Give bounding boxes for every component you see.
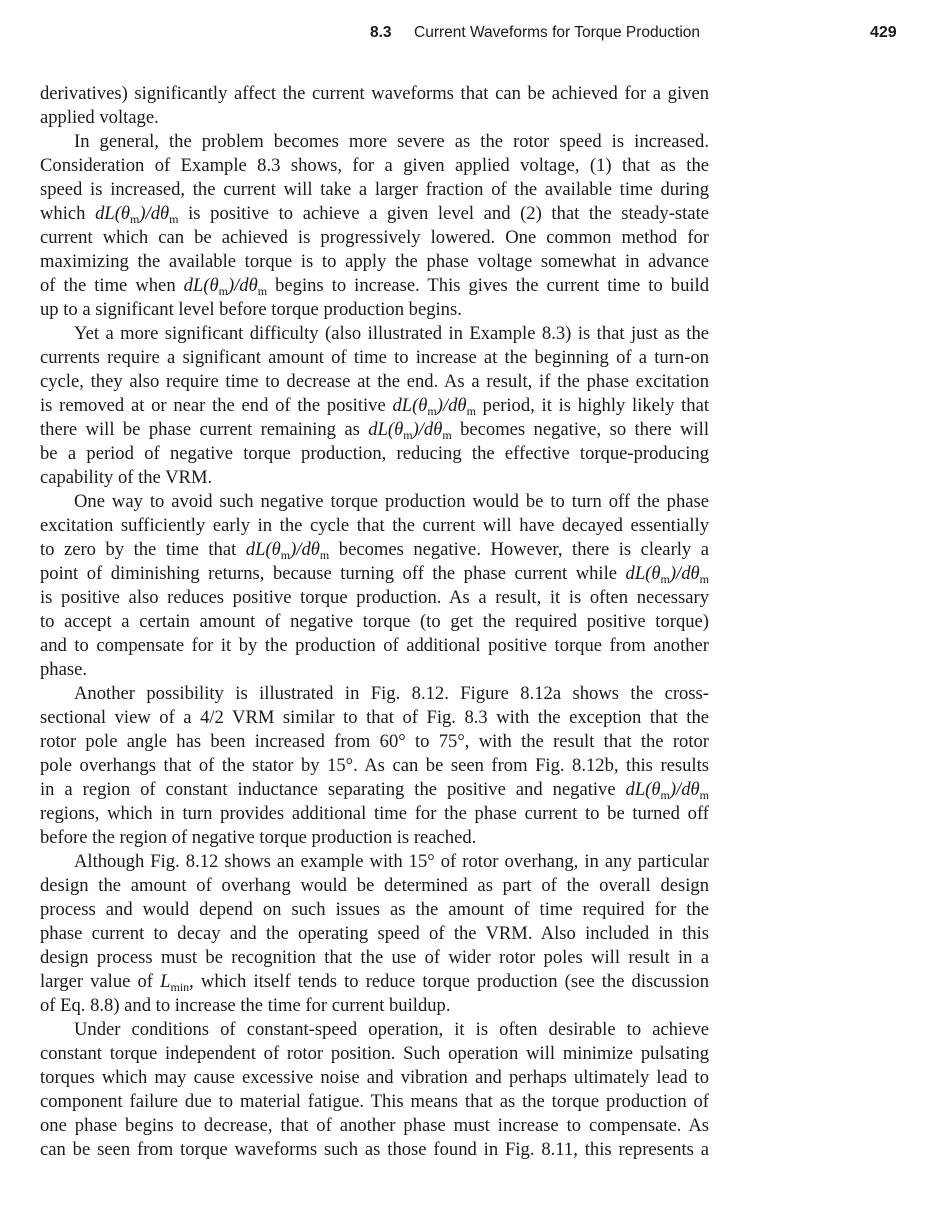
text-line: regions, which in turn provides additional time for the phase current to be turned off bbox=[40, 803, 709, 824]
text-line: to accept a certain amount of negative torque (to get the required positive torque) bbox=[40, 611, 709, 632]
inductance-derivative-math: $dL(\theta_m)/d\theta_m$ bbox=[245, 539, 330, 562]
inductance-derivative-math: $dL(\theta_m)/d\theta_m$ bbox=[95, 203, 179, 226]
text-line: excitation sufficiently early in the cycle that the current will have decayed essentially bbox=[40, 515, 709, 536]
text-line: of Eq. 8.8) and to increase the time for current buildup. bbox=[40, 995, 451, 1016]
text-line: is removed at or near the end of the positive $dL(\theta_m)/d\theta_m$ period, it is highly likely that bbox=[40, 395, 709, 418]
text-line: Another possibility is illustrated in Fig. 8.12. Figure 8.12a shows the cross- bbox=[74, 683, 709, 704]
text-line: currents require a significant amount of time to increase at the beginning of a turn-on bbox=[40, 347, 709, 368]
text-line: which $dL(\theta_m)/d\theta_m$ is positive to achieve a given level and (2) that the steady-state bbox=[40, 203, 709, 226]
text-line: In general, the problem becomes more severe as the rotor speed is increased. bbox=[74, 131, 709, 152]
text-line: rotor pole angle has been increased from 60° to 75°, with the result that the rotor bbox=[40, 731, 709, 752]
text-line: cycle, they also require time to decrease at the end. As a result, if the phase excitation bbox=[40, 371, 709, 392]
lmin-math: $L_{min}$ bbox=[160, 971, 190, 994]
text-line: process and would depend on such issues as the amount of time required for the bbox=[40, 899, 709, 920]
text-line: be a period of negative torque production, reducing the effective torque-producing bbox=[40, 443, 709, 464]
inductance-derivative-math: $dL(\theta_m)/d\theta_m$ bbox=[183, 275, 268, 298]
section-number: 8.3 bbox=[370, 24, 392, 41]
text-line: and to compensate for it by the production of additional positive torque from another bbox=[40, 635, 709, 656]
text-line: design process must be recognition that the use of wider rotor poles will result in a bbox=[40, 947, 709, 968]
inductance-derivative-math: $dL(\theta_m)/d\theta_m$ bbox=[625, 563, 709, 586]
text-line: one phase begins to decrease, that of another phase must increase to compensate. As bbox=[40, 1115, 709, 1136]
text-line: point of diminishing returns, because turning off the phase current while $dL(\theta_m)/d\theta_m$ bbox=[40, 563, 709, 586]
running-header bbox=[0, 24, 936, 48]
inductance-derivative-math: $dL(\theta_m)/d\theta_m$ bbox=[392, 395, 476, 418]
body-text bbox=[40, 82, 709, 1162]
text-line: current which can be achieved is progressively lowered. One common method for bbox=[40, 227, 709, 248]
text-line: can be seen from torque waveforms such as those found in Fig. 8.11, this represents a bbox=[40, 1139, 709, 1160]
section-title: Current Waveforms for Torque Production bbox=[414, 24, 701, 41]
text-line: design the amount of overhang would be determined as part of the overall design bbox=[40, 875, 709, 896]
text-line: larger value of $L_{min}$, which itself tends to reduce torque production (see the discussion bbox=[40, 971, 709, 994]
text-line: sectional view of a 4/2 VRM similar to that of Fig. 8.3 with the exception that the bbox=[40, 707, 709, 728]
text-line: before the region of negative torque production is reached. bbox=[40, 827, 477, 848]
text-line: speed is increased, the current will take a larger fraction of the available time during bbox=[40, 179, 709, 200]
text-line: pole overhangs that of the stator by 15°. As can be seen from Fig. 8.12b, this results bbox=[40, 755, 709, 776]
text-line: One way to avoid such negative torque production would be to turn off the phase bbox=[74, 491, 709, 512]
text-line: phase. bbox=[40, 659, 87, 680]
text-line: Consideration of Example 8.3 shows, for a given applied voltage, (1) that as the bbox=[40, 155, 709, 176]
text-line: phase current to decay and the operating speed of the VRM. Also included in this bbox=[40, 923, 709, 944]
text-line: component failure due to material fatigue. This means that as the torque production of bbox=[40, 1091, 709, 1112]
text-line: to zero by the time that $dL(\theta_m)/d\theta_m$ becomes negative. However, there is clearly a bbox=[40, 539, 709, 562]
text-line: of the time when $dL(\theta_m)/d\theta_m$ begins to increase. This gives the current time to build bbox=[40, 275, 709, 298]
text-line: constant torque independent of rotor position. Such operation will minimize pulsating bbox=[40, 1043, 709, 1064]
text-line: Although Fig. 8.12 shows an example with 15° of rotor overhang, in any particular bbox=[74, 851, 709, 872]
text-line: capability of the VRM. bbox=[40, 467, 213, 488]
page-number: 429 bbox=[870, 24, 897, 41]
text-line: derivatives) significantly affect the current waveforms that can be achieved for a given bbox=[40, 83, 709, 104]
inductance-derivative-math: $dL(\theta_m)/d\theta_m$ bbox=[625, 779, 709, 802]
text-line: Under conditions of constant-speed operation, it is often desirable to achieve bbox=[74, 1019, 709, 1040]
text-line: there will be phase current remaining as $dL(\theta_m)/d\theta_m$ becomes negative, so there will bbox=[40, 419, 709, 442]
text-line: in a region of constant inductance separating the positive and negative $dL(\theta_m)/d\theta_m$ bbox=[40, 779, 709, 802]
text-line: is positive also reduces positive torque production. As a result, it is often necessary bbox=[40, 587, 709, 608]
text-line: up to a significant level before torque production begins. bbox=[40, 299, 462, 320]
inductance-derivative-math: $dL(\theta_m)/d\theta_m$ bbox=[368, 419, 452, 442]
text-line: torques which may cause excessive noise and vibration and perhaps ultimately lead to bbox=[40, 1067, 709, 1088]
text-line: Yet a more significant difficulty (also illustrated in Example 8.3) is that just as the bbox=[74, 323, 709, 344]
text-line: maximizing the available torque is to apply the phase voltage somewhat in advance bbox=[40, 251, 709, 272]
text-line: applied voltage. bbox=[40, 107, 159, 128]
